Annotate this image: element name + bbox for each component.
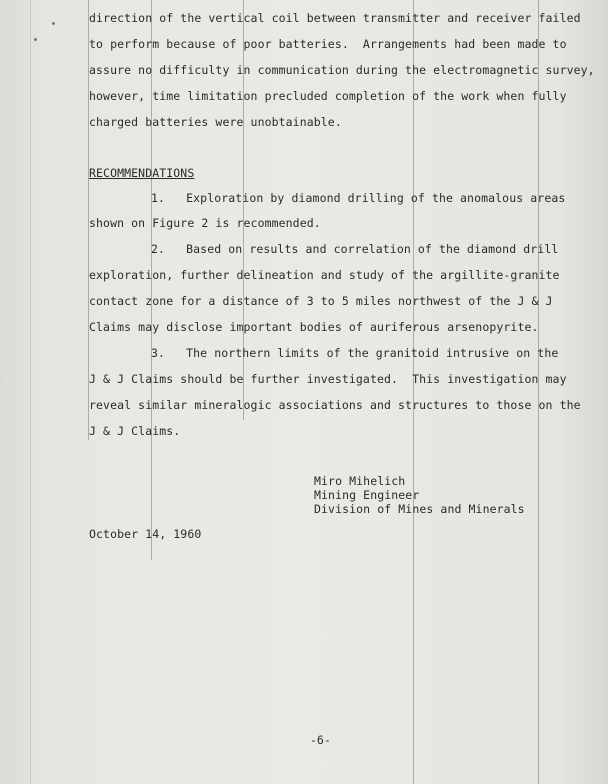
recommendation-line: contact zone for a distance of 3 to 5 miles northwest of the J & J	[89, 294, 553, 308]
paragraph-line: to perform because of poor batteries. Arrangements had been made to	[89, 37, 567, 51]
paragraph-line: charged batteries were unobtainable.	[89, 115, 342, 129]
paragraph-line: assure no difficulty in communication during the electromagnetic survey,	[89, 63, 595, 77]
scan-line	[413, 0, 414, 784]
paragraph-line: direction of the vertical coil between transmitter and receiver failed	[89, 11, 581, 25]
speck	[34, 38, 37, 41]
signature-division: Division of Mines and Minerals	[314, 502, 525, 516]
recommendation-line: J & J Claims.	[89, 424, 181, 438]
recommendation-line: reveal similar mineralogic associations and structures to those on the	[89, 398, 581, 412]
recommendation-line: 1. Exploration by diamond drilling of the anomalous areas	[151, 191, 566, 205]
recommendation-line: Claims may disclose important bodies of auriferous arsenopyrite.	[89, 320, 539, 334]
recommendation-line: shown on Figure 2 is recommended.	[89, 216, 321, 230]
recommendation-line: exploration, further delineation and study of the argillite-granite	[89, 268, 560, 282]
recommendation-line: 2. Based on results and correlation of the diamond drill	[151, 242, 559, 256]
scan-line	[30, 0, 31, 784]
signature-title: Mining Engineer	[314, 488, 420, 502]
page-number: -6-	[310, 733, 331, 747]
speck	[52, 22, 55, 25]
section-heading: RECOMMENDATIONS	[89, 166, 195, 180]
signature-name: Miro Mihelich	[314, 474, 406, 488]
recommendation-line: J & J Claims should be further investigated. This investigation may	[89, 372, 567, 386]
document-date: October 14, 1960	[89, 527, 202, 541]
scan-line	[538, 0, 539, 784]
paragraph-line: however, time limitation precluded completion of the work when fully	[89, 89, 567, 103]
recommendation-line: 3. The northern limits of the granitoid intrusive on the	[151, 346, 559, 360]
